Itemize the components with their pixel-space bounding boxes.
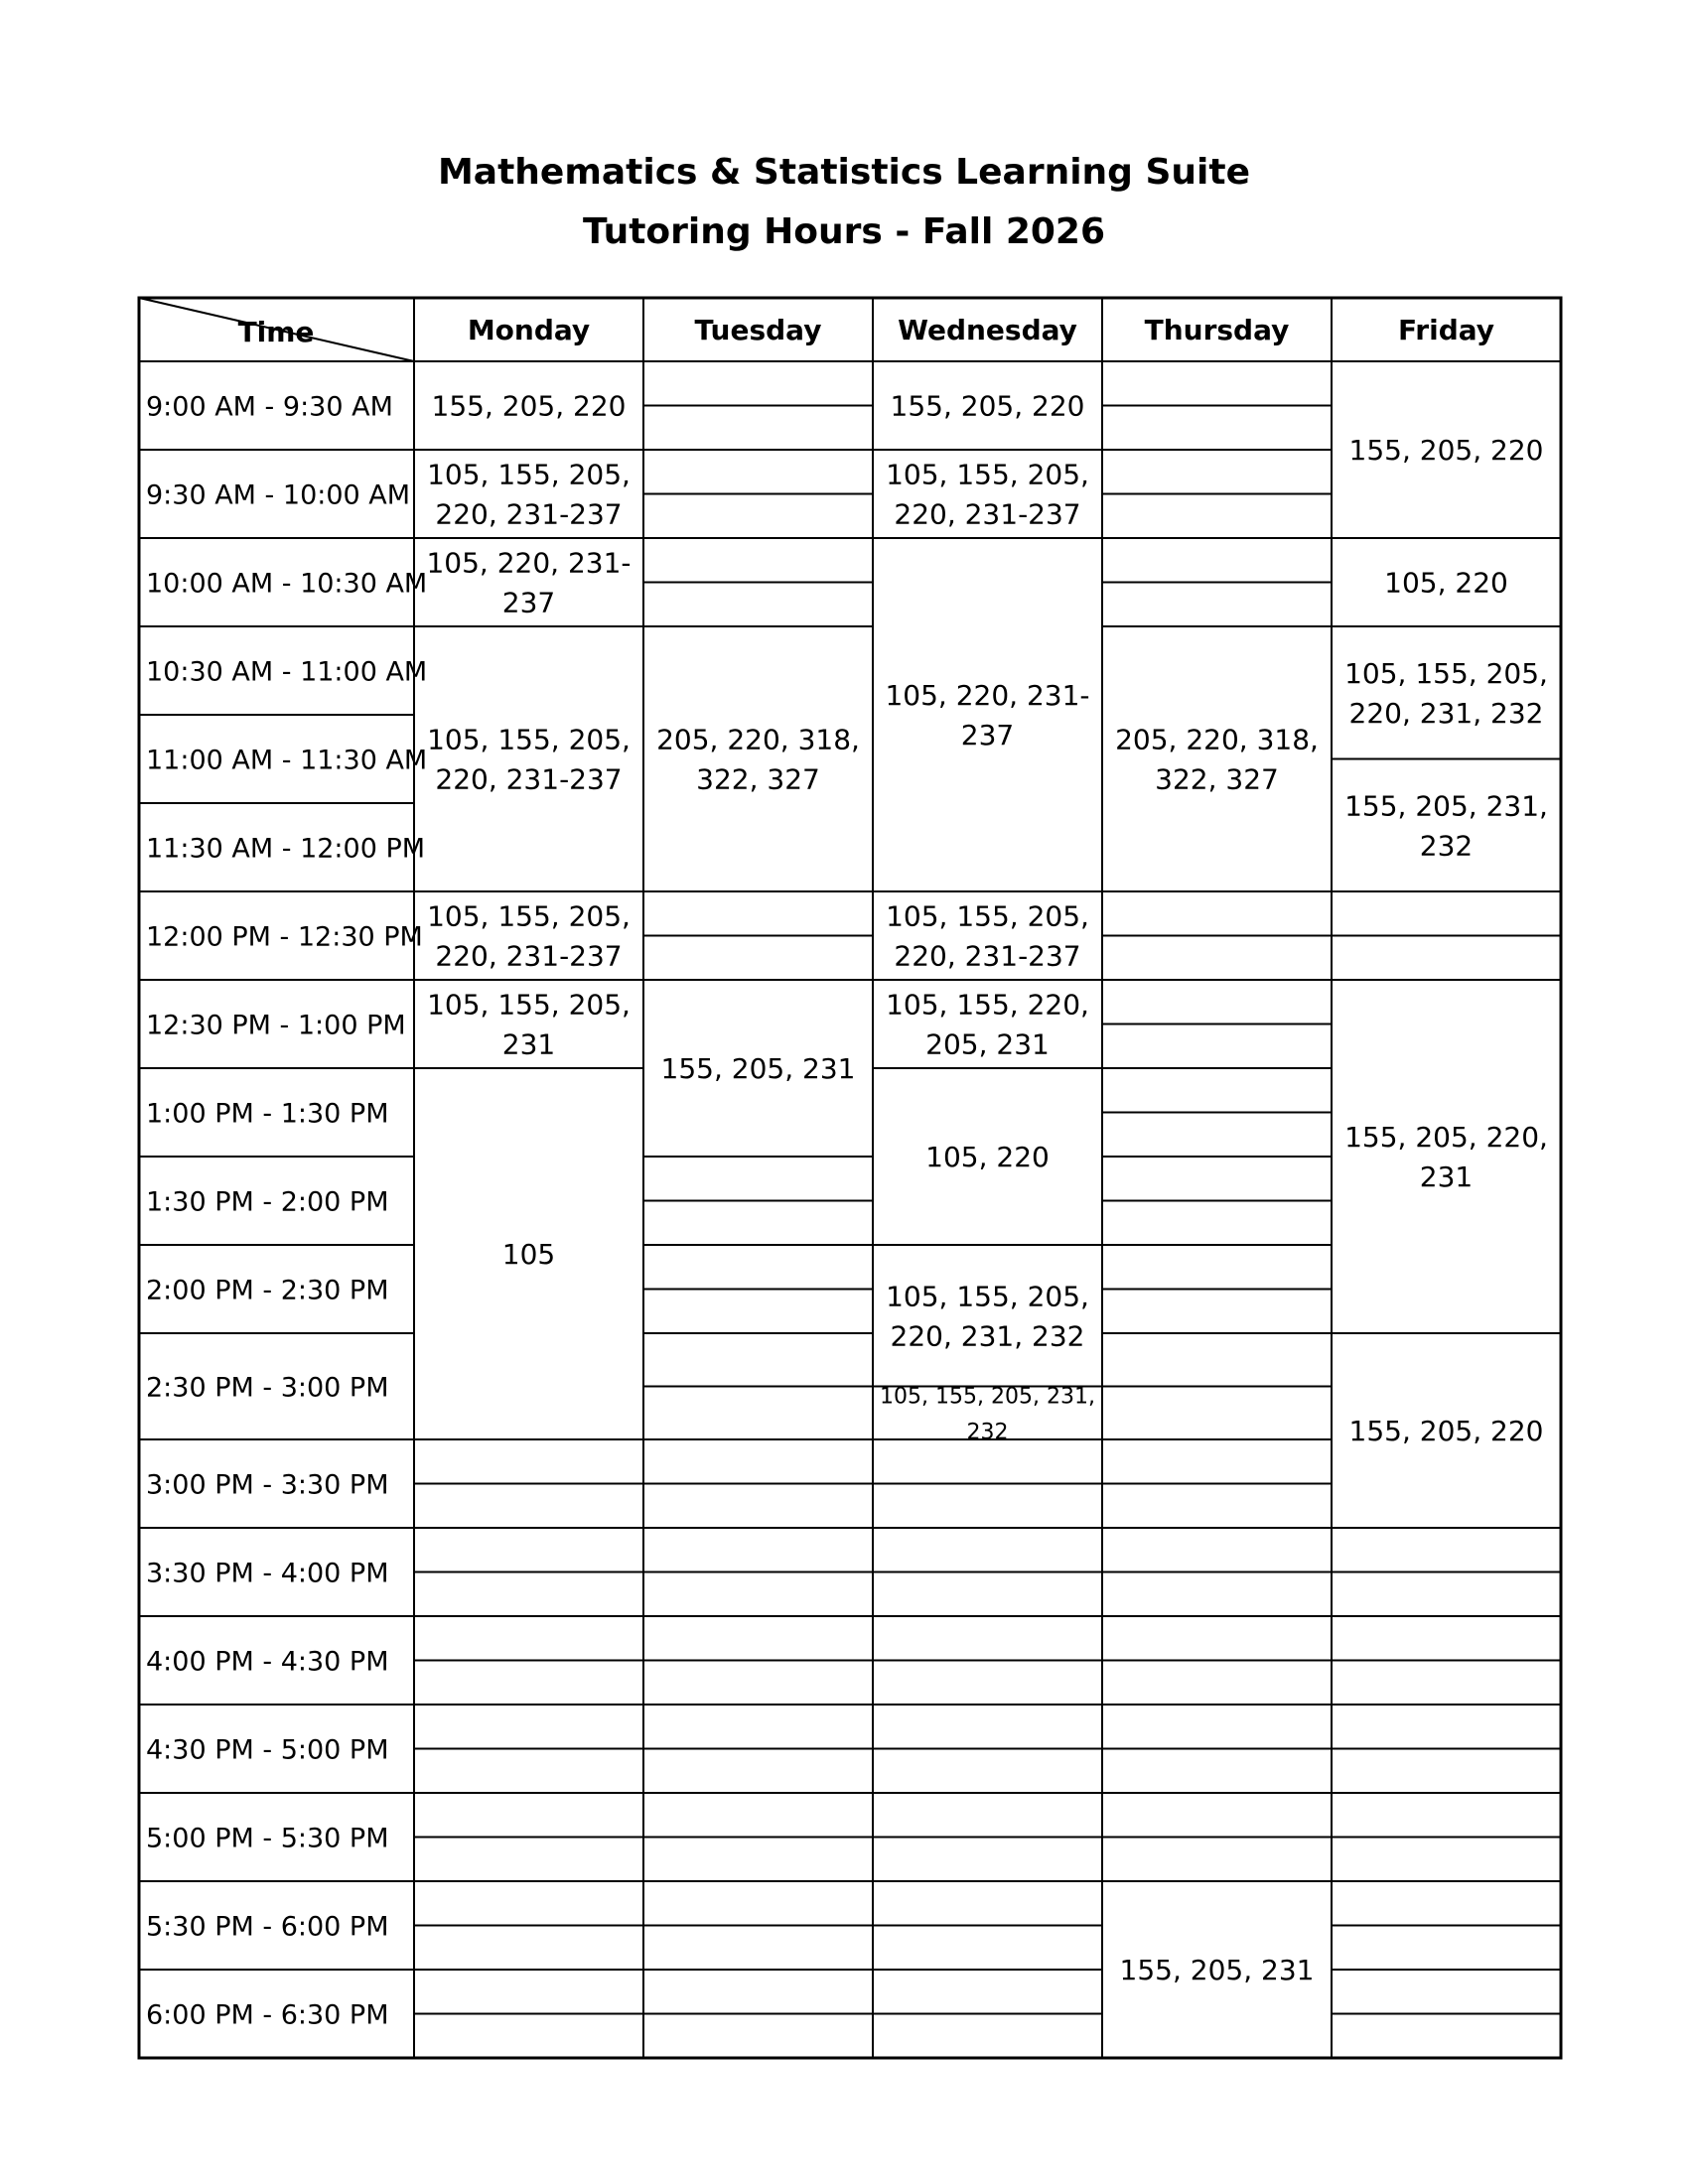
day-header-wednesday: Wednesday — [898, 314, 1077, 346]
course-list: 220, 231, 232 — [1348, 696, 1544, 730]
day-header-thursday: Thursday — [1144, 314, 1290, 346]
time-slot-label: 3:00 PM - 3:30 PM — [146, 1469, 389, 1501]
course-list: 105 — [501, 1238, 556, 1271]
day-header-friday: Friday — [1397, 314, 1495, 346]
course-list: 105, 155, 205, — [886, 899, 1089, 933]
corner-label: Time — [237, 316, 315, 348]
time-slot-label: 11:00 AM - 11:30 AM — [146, 745, 428, 776]
page-subtitle: Tutoring Hours - Fall 2026 — [582, 211, 1106, 252]
course-list: 155, 205, 220, — [1344, 1121, 1548, 1154]
course-list: 105, 220 — [1384, 566, 1508, 600]
course-list: 220, 231-237 — [894, 497, 1081, 531]
course-list: 232 — [1419, 829, 1474, 863]
time-slot-label: 1:00 PM - 1:30 PM — [146, 1098, 389, 1130]
course-list: 231 — [1419, 1160, 1474, 1193]
time-slot-label: 4:30 PM - 5:00 PM — [146, 1734, 389, 1766]
course-list: 205, 231 — [925, 1027, 1050, 1061]
course-list: 105, 155, 205, 231, — [880, 1384, 1095, 1410]
course-list: 155, 205, 231 — [1119, 1954, 1315, 1986]
course-list: 155, 205, 231, — [1344, 789, 1548, 823]
course-list: 232 — [966, 1420, 1009, 1445]
time-slot-label: 1:30 PM - 2:00 PM — [146, 1186, 389, 1218]
course-list: 155, 205, 231 — [660, 1052, 856, 1085]
time-slot-label: 9:00 AM - 9:30 AM — [146, 391, 393, 423]
course-list: 105, 220, 231- — [426, 546, 632, 580]
time-slot-label: 12:00 PM - 12:30 PM — [146, 921, 423, 953]
course-list: 220, 231-237 — [435, 939, 623, 973]
time-slot-label: 5:30 PM - 6:00 PM — [146, 1911, 389, 1943]
course-list: 155, 205, 220 — [431, 389, 627, 423]
course-list: 231 — [501, 1027, 556, 1061]
course-list: 322, 327 — [1155, 762, 1279, 796]
course-list: 155, 205, 220 — [1348, 434, 1544, 467]
course-list: 220, 231-237 — [435, 762, 623, 796]
table-frame — [139, 298, 1561, 2058]
course-list: 105, 155, 205, — [427, 988, 631, 1022]
course-list: 237 — [501, 586, 556, 619]
course-list: 205, 220, 318, — [1115, 723, 1319, 756]
course-list: 105, 220 — [925, 1141, 1050, 1173]
page-title: Mathematics & Statistics Learning Suite — [437, 152, 1251, 193]
day-header-tuesday: Tuesday — [694, 314, 822, 346]
course-list: 155, 205, 220 — [1348, 1415, 1544, 1447]
course-list: 105, 155, 205, — [427, 458, 631, 491]
course-list: 155, 205, 220 — [890, 389, 1085, 423]
course-list: 220, 231-237 — [435, 497, 623, 531]
time-slot-label: 11:30 AM - 12:00 PM — [146, 833, 426, 865]
time-slot-label: 9:30 AM - 10:00 AM — [146, 479, 411, 511]
time-slot-label: 2:00 PM - 2:30 PM — [146, 1275, 389, 1306]
course-list: 105, 155, 205, — [886, 458, 1089, 491]
time-slot-label: 2:30 PM - 3:00 PM — [146, 1372, 389, 1404]
course-list: 205, 220, 318, — [656, 723, 860, 756]
time-slot-label: 10:30 AM - 11:00 AM — [146, 656, 428, 688]
time-slot-label: 6:00 PM - 6:30 PM — [146, 1999, 389, 2031]
course-list: 220, 231, 232 — [890, 1319, 1085, 1353]
course-list: 105, 155, 205, — [427, 899, 631, 933]
course-list: 105, 155, 220, — [886, 988, 1089, 1022]
course-list: 105, 155, 205, — [427, 723, 631, 756]
course-list: 237 — [960, 719, 1015, 751]
time-slot-label: 10:00 AM - 10:30 AM — [146, 568, 428, 600]
course-list: 105, 155, 205, — [1344, 656, 1548, 690]
course-list: 105, 220, 231- — [885, 679, 1090, 712]
course-list: 220, 231-237 — [894, 939, 1081, 973]
time-slot-label: 12:30 PM - 1:00 PM — [146, 1010, 406, 1041]
time-slot-label: 3:30 PM - 4:00 PM — [146, 1558, 389, 1589]
time-slot-label: 5:00 PM - 5:30 PM — [146, 1823, 389, 1854]
day-header-monday: Monday — [467, 314, 591, 346]
course-list: 105, 155, 205, — [886, 1280, 1089, 1313]
course-list: 322, 327 — [696, 762, 820, 796]
time-slot-label: 4:00 PM - 4:30 PM — [146, 1646, 389, 1678]
